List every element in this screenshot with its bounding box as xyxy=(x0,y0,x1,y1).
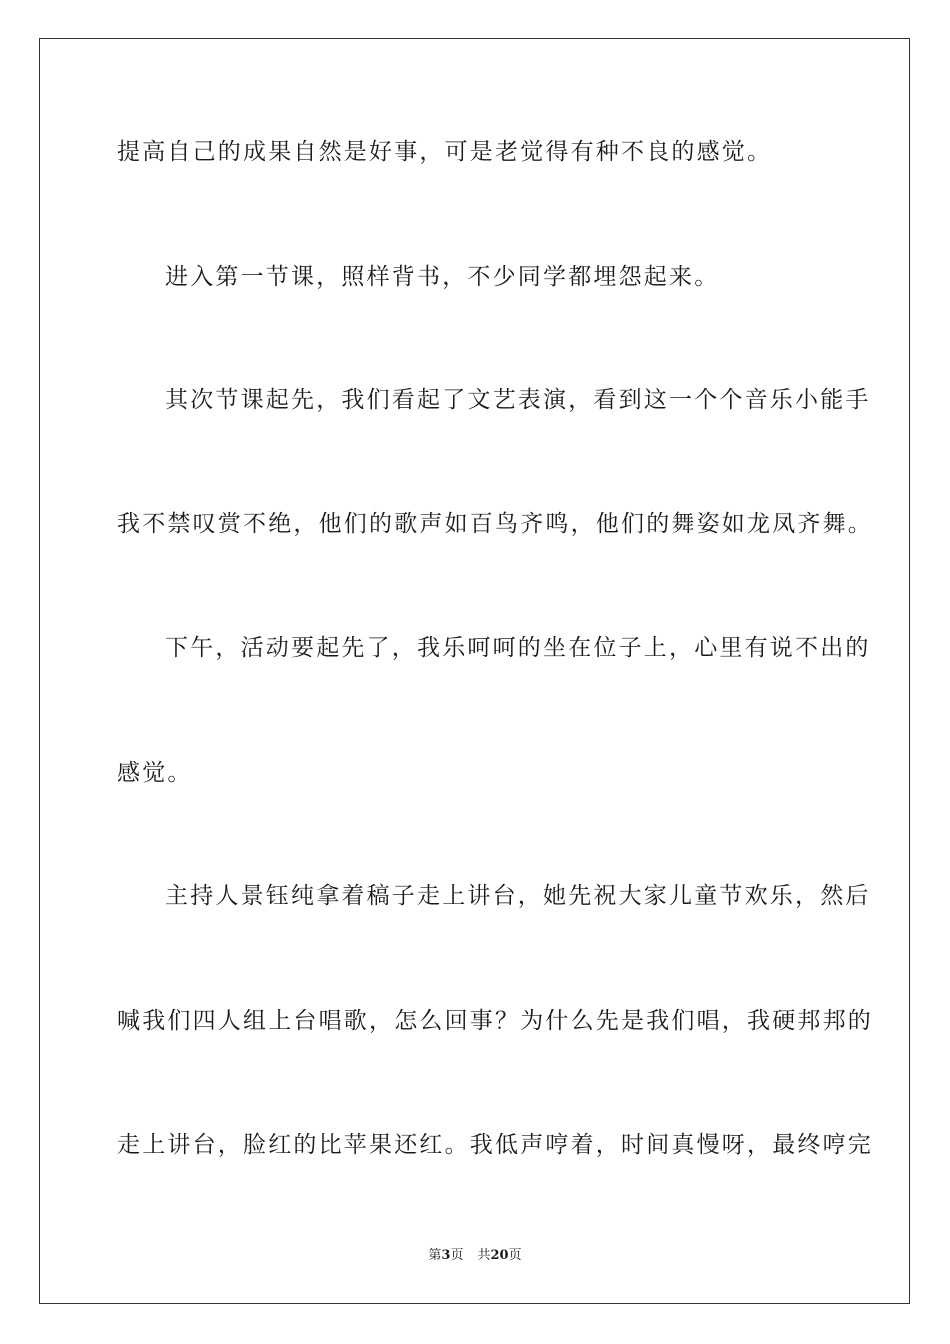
text-line-1: 提高自己的成果自然是好事，可是老觉得有种不良的感觉。 xyxy=(117,139,773,165)
text-line-8: 喊我们四人组上台唱歌，怎么回事？为什么先是我们唱，我硬邦邦的 xyxy=(117,1008,873,1034)
footer-total-prefix: 共 xyxy=(477,1248,491,1263)
text-line-7: 主持人景钰纯拿着稿子走上讲台，她先祝大家儿童节欢乐，然后 xyxy=(165,883,871,909)
footer-page-prefix: 第 xyxy=(428,1248,442,1263)
footer-page-number: 3 xyxy=(441,1248,451,1263)
footer-total-suffix: 页 xyxy=(508,1248,522,1263)
footer-total-number: 20 xyxy=(490,1248,509,1263)
page-border xyxy=(39,38,910,1304)
text-line-9: 走上讲台，脸红的比苹果还红。我低声哼着，时间真慢呀，最终哼完 xyxy=(117,1132,873,1158)
text-line-3: 其次节课起先，我们看起了文艺表演，看到这一个个音乐小能手 xyxy=(165,387,871,413)
footer-page-suffix: 页 xyxy=(450,1248,464,1263)
text-line-2: 进入第一节课，照样背书，不少同学都埋怨起来。 xyxy=(165,264,720,290)
text-line-6: 感觉。 xyxy=(117,760,193,786)
page-footer xyxy=(0,1247,950,1265)
text-line-5: 下午，活动要起先了，我乐呵呵的坐在位子上，心里有说不出的 xyxy=(165,635,871,661)
text-line-4: 我不禁叹赏不绝，他们的歌声如百鸟齐鸣，他们的舞姿如龙凤齐舞。 xyxy=(117,511,873,537)
